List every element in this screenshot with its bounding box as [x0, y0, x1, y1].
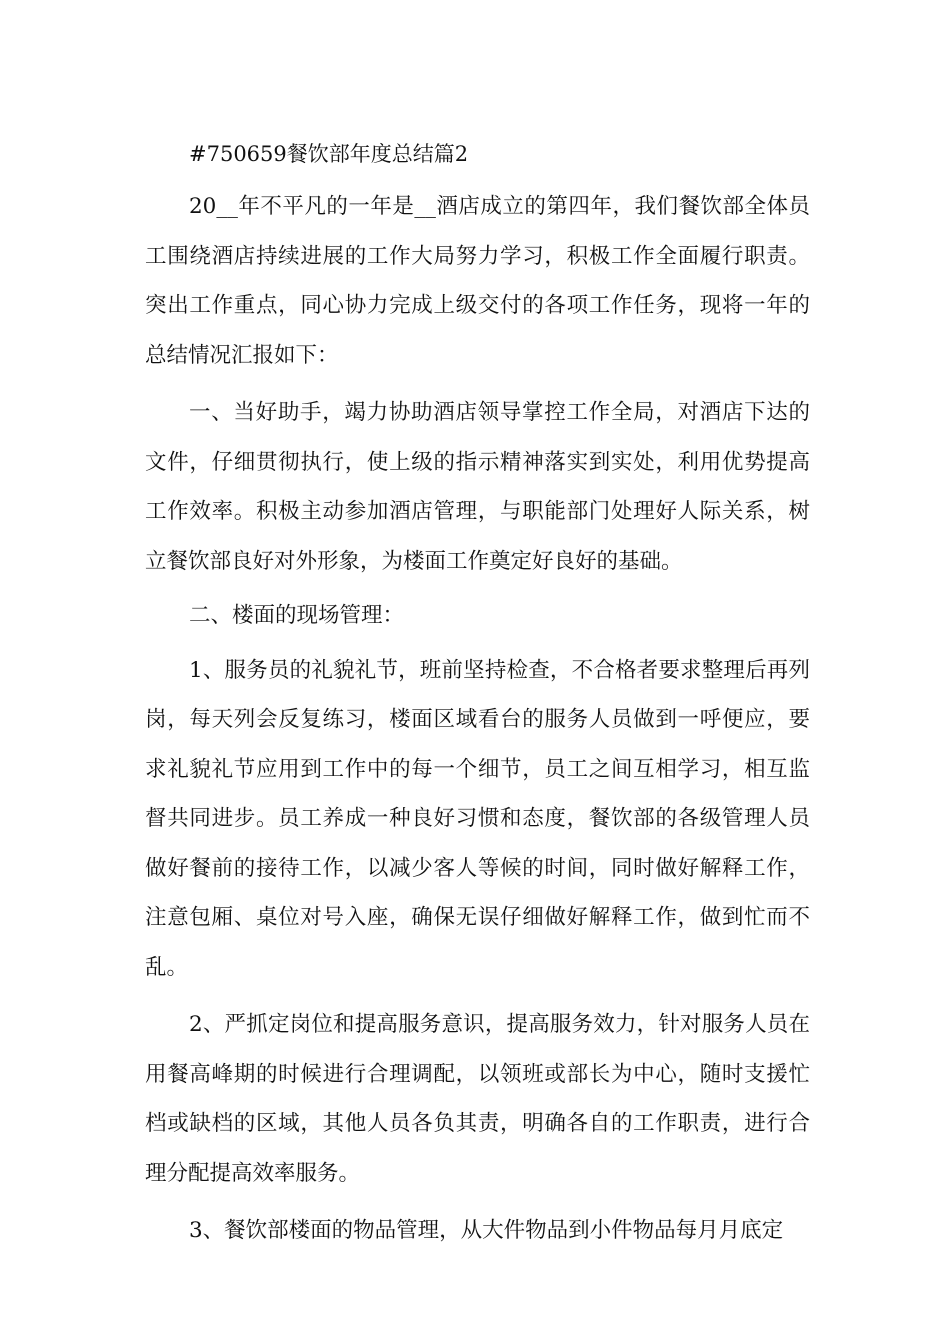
paragraph-item-2: 2、严抓定岗位和提高服务意识，提高服务效力，针对服务人员在用餐高峰期的时候进行合理调配，以领班或部长为中心，随时支援忙档或缺档的区域，其他人员各负其责，明确各自的工作职责，进行合理分配提高效率服务。: [145, 1012, 810, 1186]
paragraph-intro: 20__年不平凡的一年是__酒店成立的第四年，我们餐饮部全体员工围绕酒店持续进展的工作大局努力学习，积极工作全面履行职责。突出工作重点，同心协力完成上级交付的各项工作任务，现将一年的总结情况汇报如下：: [145, 194, 810, 368]
paragraph-section-1: 一、当好助手，竭力协助酒店领导掌控工作全局，对酒店下达的文件，仔细贯彻执行，使上级的指示精神落实到实处，利用优势提高工作效率。积极主动参加酒店管理，与职能部门处理好人际关系，树立餐饮部良好对外形象，为楼面工作奠定好良好的基础。: [145, 400, 810, 574]
document-page: [145, 130, 810, 1256]
paragraph-section-2-heading: 二、楼面的现场管理：: [189, 603, 405, 628]
document-title: #750659餐饮部年度总结篇2: [189, 142, 469, 166]
paragraph-item-1: 1、服务员的礼貌礼节，班前坚持检查，不合格者要求整理后再列岗，每天列会反复练习，楼面区域看台的服务人员做到一呼便应，要求礼貌礼节应用到工作中的每一个细节，员工之间互相学习，相互监督共同进步。员工养成一种良好习惯和态度，餐饮部的各级管理人员做好餐前的接待工作，以减少客人等候的时间，同时做好解释工作，注意包厢、桌位对号入座，确保无误仔细做好解释工作，做到忙而不乱。: [145, 657, 810, 980]
paragraph-item-3: 3、餐饮部楼面的物品管理，从大件物品到小件物品每月月底定: [189, 1218, 784, 1243]
